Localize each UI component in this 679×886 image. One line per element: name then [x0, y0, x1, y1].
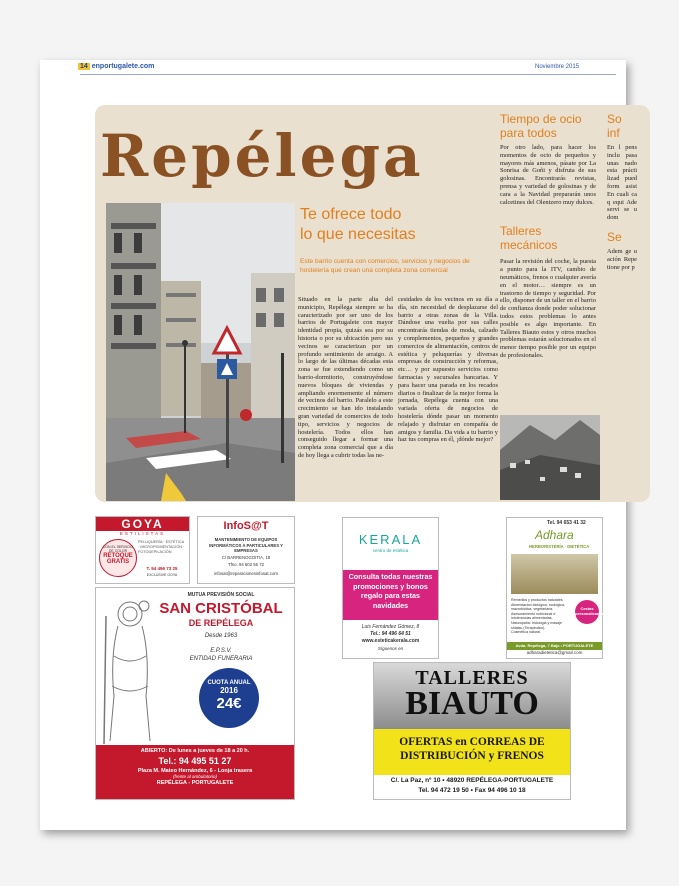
talleres-heading: [500, 224, 596, 252]
goya-badge-top: CON EL SERVICIO DE COLOR: [102, 545, 134, 553]
goya-badge-bottom: GRATIS: [106, 559, 130, 565]
page-header-site: [78, 63, 154, 70]
ocio-heading: [500, 112, 596, 140]
biauto-phone: Tel. 94 472 19 50 • Fax 94 496 10 18: [418, 787, 526, 794]
adhara-list: [511, 598, 573, 635]
adhara-name: Adhara: [535, 528, 574, 542]
ad-adhara[interactable]: [506, 517, 603, 659]
ocio-heading-line1: Tiempo de ocio: [500, 112, 582, 126]
cut-off-heading-line1: So: [607, 112, 622, 126]
adhara-badge: Cestas personalizadas: [575, 600, 599, 624]
cut-off-heading-2: Se: [607, 229, 622, 244]
quota-badge: [199, 668, 259, 728]
sancristobal-name: SAN CRISTÓBAL: [159, 600, 283, 617]
adhara-list-item: Asesoramiento nutricional e intolerancias alimentarias.: [511, 611, 556, 621]
article-column-1: Situado en la parte alta del municipio, Repélega siempre se ha caracterizado por ser uno de los barrios de Portugalete con mayor identidad propia, quizás sea por su historia o por su ubicación pero sus vecinos se caracterizan por un profundo sentimiento de arraigo. A lo largo de las últimas décadas esta zona se fue extendiendo como un barrio-dormitorio, construyéndose nuevos bloques de viviendas y ampliando enormemente el número de vecinos del barrio. Paralelo a este crecimiento se han ido instalando gran variedad de comercios de todo tipo, servicios y negocios de hostelería. Todos ellos han conseguido llegar a formar una completa zona comercial que a día de hoy llega a cubrir todas las ne-: [298, 296, 393, 459]
infosat-desc: MANTENIMIENTO DE EQUIPOS INFORMÁTICOS A PARTICULARES Y EMPRESAS: [209, 537, 283, 553]
goya-services: PELUQUERÍA · ESTÉTICA · MICROPIGMENTACIÓN · FOTODEPILACIÓN: [138, 540, 185, 554]
page-header-month: Noviembre 2015: [535, 64, 580, 70]
goya-name: GOYA: [96, 517, 189, 531]
infosat-name: InfoS@T: [223, 520, 269, 532]
sancristobal-footer: [96, 745, 294, 799]
cut-off-column: [607, 112, 637, 271]
subtitle-line2: lo que necesitas: [300, 226, 416, 243]
article-column-2: cesidades de los vecinos en su día a día, sin necesidad de desplazarse del barrio a otras zonas de la Villa. Dándose una vuelta por sus calles encontrarás tiendas de moda, calzado y complementos, pequeños y grandes comercios de alimentación, centros de estética y peluquerías y diversas empresas de construcción y reformas, etc… y por supuesto servicios como farmacias y sucursales bancarias. Y para hacer una parada en los recados diarios o finalizar de la mejor forma la jornada, Repélega cuenta con una variada oferta de negocios de hostelería dónde pasar un momento relajado y disfrutar en compañía de amigos y familia. Da vida a tu barrio y haz tus compras en él, ¡dónde mejor?: [398, 296, 498, 444]
goya-sub: ESTILISTAS: [119, 531, 166, 536]
kerala-web[interactable]: www.esteticakerala.com: [361, 638, 420, 644]
talleres-heading-line2: mecánicos: [500, 238, 558, 253]
street-photo: [106, 203, 295, 501]
cut-off-text: En l pens inclu pasa unas nado esta prácti lizad pued form asist En cuali ca q equi Ade servi se u dom: [607, 144, 637, 222]
sidebar-column: [500, 112, 596, 360]
infosat-email[interactable]: infosat@reparacionesinfosat.com: [214, 571, 278, 576]
quota-year: 2016: [220, 686, 238, 695]
cut-off-text-2: Adem ge u ación Repe tione por p: [607, 247, 637, 271]
sancristobal-since: Desde 1963: [204, 633, 238, 639]
adhara-list-item: Naturopatía: Iridología y masaje shiatsu (Terapéutico).: [511, 620, 562, 630]
article-title: Repélega: [100, 122, 424, 190]
header-rule: [80, 74, 616, 75]
adhara-list-item: Cosmética natural.: [511, 630, 541, 635]
cut-off-heading: [607, 112, 637, 140]
sancristobal-city: REPÉLEGA - PORTUGALETE: [156, 780, 234, 786]
sancristobal-address-note: (frente al ambulatorio): [172, 774, 218, 779]
talleres-heading-line1: Talleres: [500, 224, 542, 239]
adhara-list-item: Alimentación biológica, ecológica, macrobiótica, vegetariana.: [511, 602, 565, 612]
subtitle-line1: Te ofrece todo: [300, 206, 402, 223]
sancristobal-epsv: E.P.S.V.: [210, 648, 232, 654]
kerala-name: KERALA: [358, 532, 423, 547]
sancristobal-phone[interactable]: Tel.: 94 495 51 27: [158, 756, 232, 766]
kerala-promo: Consulta todas nuestras promociones y bonos regalo para estas navidades: [343, 570, 438, 620]
page-number: 14: [80, 63, 88, 70]
ocio-text: Por otro lado, para hacer los momentos de ocio de pequeños y mayores más amenos, pásate por La Sonrisa de Goñi y disfruta de sus golosinas. Encontrarás revistas, prensa y variedad de golosinas y de cara a la Navidad prepararán unos calcetines del Olentzero muy dulces.: [500, 144, 596, 206]
quota-price: 24€: [216, 695, 242, 712]
article-subtitle: [300, 205, 500, 245]
adhara-list-item: Remedios y productos naturales.: [511, 598, 564, 602]
goya-brand: EXCLUSIVE GOYA: [146, 573, 178, 577]
biauto-top: TALLERES: [415, 667, 529, 689]
kerala-phone: Tel.: 94 496 64 51: [370, 631, 411, 637]
sancristobal-address: Plaza M. Mateo Hernández, 6 - Lonja trasera: [137, 768, 253, 774]
biauto-name: BIAUTO: [405, 685, 539, 722]
ad-san-cristobal[interactable]: [95, 587, 295, 800]
ad-biauto[interactable]: [373, 662, 571, 800]
talleres-text: Pasar la revisión del coche, la puesta a punto para la ITV, cambio de neumáticos, frenos o cualquier avería en el motor… siempre es un trastorno de tiempo y seguridad. Por ello, disponer de un taller en el barrio de confianza donde poder solucionar todos estos problemas lo antes posible es algo importante. En Talleres Biauto estos y otros muchos problemas estarán solucionados en el menor tiempo posible por un equipo de profesionales.: [500, 258, 596, 359]
adhara-email[interactable]: adharadietetica@gmail.com: [526, 650, 583, 655]
adhara-address: Avda. Repélega, 7 Bajo • PORTUGALETE: [507, 642, 602, 650]
article-intro: Este barrio cuenta con comercios, servicios y negocios de hostelería que crean una completa zona comercial: [300, 258, 470, 274]
biauto-offer: OFERTAS en CORREAS DE DISTRIBUCIÓN y FRENOS: [374, 729, 570, 775]
biauto-address: C/. La Paz, nº 10 • 48920 REPÉLEGA-PORTUGALETE: [390, 777, 554, 784]
kerala-address: Luis Fernández Gómez, 8: [361, 624, 420, 630]
site-name[interactable]: enportugalete.com: [91, 63, 155, 70]
sancristobal-top: MUTUA PREVISIÓN SOCIAL: [187, 592, 255, 598]
goya-badge: [99, 539, 137, 577]
kerala-sub: centro de estética: [372, 548, 409, 553]
infosat-phone: Tfno. 94 602 55 72: [227, 562, 265, 567]
quota-label: CUOTA ANUAL: [207, 680, 251, 686]
saint-figure-illustration: [100, 596, 158, 746]
adhara-phone: Tel. 94 653 41 32: [547, 520, 586, 526]
sancristobal-entity: ENTIDAD FUNERARIA: [189, 656, 253, 662]
ad-infosat[interactable]: [197, 516, 295, 584]
ocio-heading-line2: para todos: [500, 126, 557, 140]
ad-kerala[interactable]: [342, 517, 439, 659]
adhara-sub: HERBORISTERÍA · DIETÉTICA: [529, 544, 590, 549]
sancristobal-sub: DE REPÉLEGA: [188, 618, 254, 628]
cut-off-heading-line2: inf: [607, 126, 620, 140]
adhara-shop-photo: [511, 554, 598, 594]
magazine-page: [40, 60, 637, 830]
ad-goya[interactable]: [95, 516, 190, 584]
goya-badge-main: RETOQUE: [103, 553, 133, 559]
sancristobal-hours: ABIERTO: De lunes a jueves de 18 a 20 h.: [140, 748, 250, 754]
infosat-address: C/ BARRENOGOITIA, 18: [221, 555, 271, 560]
landscape-photo: [500, 415, 600, 500]
kerala-follow: Síguenos en: [377, 646, 404, 651]
goya-phone: T. 94 496 73 25: [146, 566, 178, 571]
